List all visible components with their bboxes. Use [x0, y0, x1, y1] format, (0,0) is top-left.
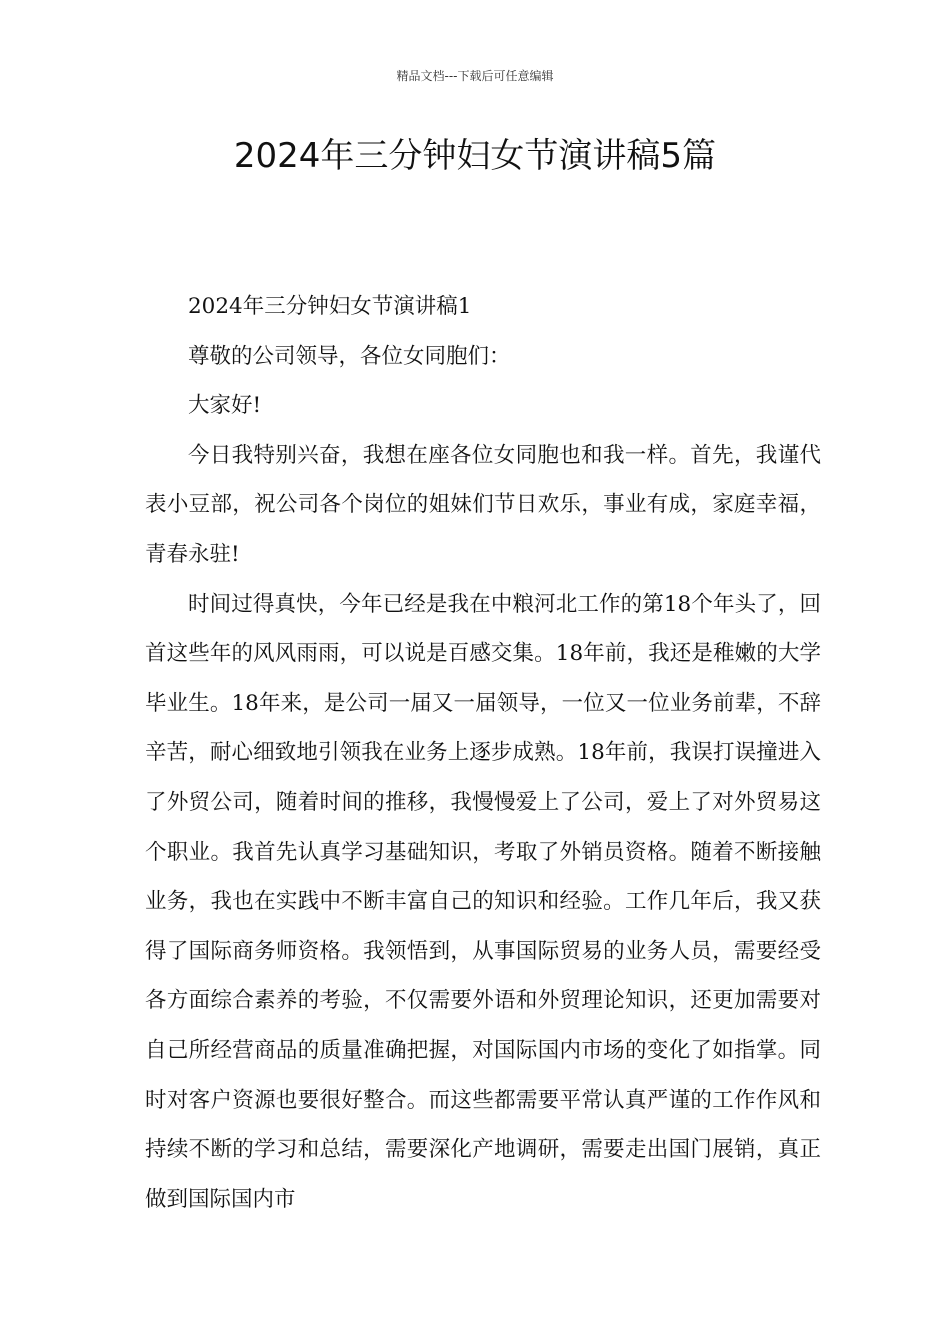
document-title: 2024年三分钟妇女节演讲稿5篇	[233, 136, 717, 176]
header-note: 精品文档---下载后可任意编辑	[396, 69, 554, 83]
paragraph-salutation: 尊敬的公司领导，各位女同胞们：	[188, 343, 511, 369]
paragraph-greeting: 大家好!	[188, 393, 262, 419]
paragraph-body: 今日我特别兴奋，我想在座各位女同胞也和我一样。首先，我谨代表小豆部，祝公司各个岗位的姐妹们节日欢乐，事业有成，家庭幸福，青春永驻!	[145, 442, 821, 567]
paragraph-body: 时间过得真快，今年已经是我在中粮河北工作的第18个年头了，回首这些年的风风雨雨，可以说是百感交集。18年前，我还是稚嫩的大学毕业生。18年来，是公司一届又一届领导，一位又一位业务前辈，不辞辛苦，耐心细致地引领我在业务上逐步成熟。18年前，我误打误撞进入了外贸公司，随着时间的推移，我慢慢爱上了公司，爱上了对外贸易这个职业。我首先认真学习基础知识，考取了外销员资格。随着不断接触业务，我也在实践中不断丰富自己的知识和经验。工作几年后，我又获得了国际商务师资格。我领悟到，从事国际贸易的业务人员，需要经受各方面综合素养的考验，不仅需要外语和外贸理论知识，还更加需要对自己所经营商品的质量准确把握，对国际国内市场的变化了如指掌。同时对客户资源也要很好整合。而这些都需要平常认真严谨的工作作风和持续不断的学习和总结，需要深化产地调研，需要走出国门展销，真正做到国际国内市	[145, 591, 821, 1212]
document-body	[145, 282, 821, 1224]
paragraph-subtitle: 2024年三分钟妇女节演讲稿1	[188, 294, 472, 319]
